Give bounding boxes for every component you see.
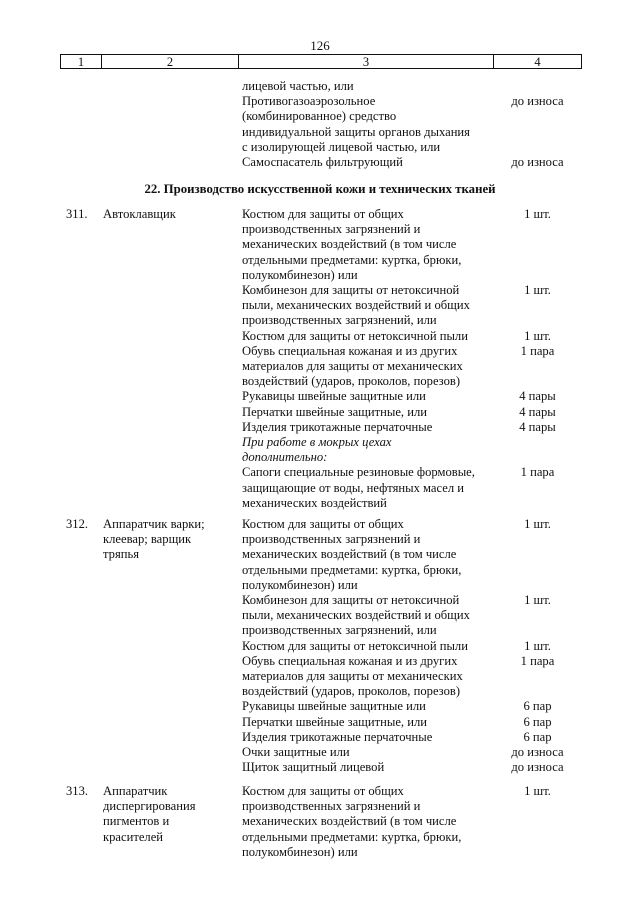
profession-line: клеевар; варщик: [103, 532, 192, 547]
profession-line: Аппаратчик варки;: [103, 517, 205, 531]
item-text-line: Очки защитные или: [242, 745, 350, 760]
item-text-line: Обувь специальная кожаная и из других: [242, 653, 458, 668]
item-row: [242, 760, 575, 775]
item-text-line: полукомбинезон) или: [242, 577, 358, 592]
item-text-line: Костюм для защиты от общих: [242, 784, 404, 798]
item-quantity: 4 пары: [519, 404, 556, 419]
profession-name: [103, 784, 238, 845]
item-text-line: отдельными предметами: куртка, брюки,: [242, 252, 462, 267]
item-text-line: Сапоги специальные резиновые формовые,: [242, 465, 475, 480]
item-text: [242, 745, 500, 760]
item-text-line: Комбинезон для защиты от нетоксичной: [242, 283, 460, 298]
item-text: [242, 329, 500, 344]
item-text: [242, 435, 500, 465]
item-quantity: до износа: [511, 155, 564, 170]
item-text: [242, 760, 500, 775]
item-row: [242, 344, 575, 390]
item-text-line: Костюм для защиты от нетоксичной пыли: [242, 328, 468, 343]
item-quantity: [500, 435, 575, 465]
item-text-line: Самоспасатель фильтрующий: [242, 155, 403, 170]
item-text-line: Комбинезон для защиты от нетоксичной: [242, 593, 460, 608]
entry-number: 311.: [66, 207, 88, 221]
item-text: [242, 155, 500, 170]
profession-line: красителей: [103, 829, 164, 844]
item-text-line: механических воздействий (в том числе: [242, 814, 457, 829]
item-quantity: 1 шт.: [524, 784, 551, 798]
column-header-3: 3: [239, 55, 494, 68]
item-text-line: механических воздействий (в том числе: [242, 547, 457, 562]
item-quantity: 1 пара: [520, 465, 555, 480]
item-text-line: отдельными предметами: куртка, брюки,: [242, 562, 462, 577]
item-row: [242, 730, 575, 745]
item-text-line: пыли, механических воздействий и общих: [242, 608, 470, 623]
item-quantity: до износа: [511, 745, 564, 760]
item-text-line: Костюм для защиты от общих: [242, 207, 404, 221]
profession-name: [103, 517, 238, 563]
item-text-line: индивидуальной защиты органов дыхания: [242, 124, 470, 139]
item-text: [242, 654, 500, 700]
item-text: [242, 79, 500, 94]
item-text: [242, 94, 500, 155]
profession-line: тряпья: [103, 547, 140, 562]
item-text: [242, 593, 500, 639]
item-row: [242, 715, 575, 730]
item-quantity: 6 пар: [523, 714, 552, 729]
item-row: [242, 207, 575, 283]
item-quantity: 1 пара: [520, 343, 555, 358]
item-text: [242, 639, 500, 654]
item-row: [242, 94, 575, 155]
item-text: [242, 420, 500, 435]
item-row: [242, 155, 575, 170]
item-quantity: 1 шт.: [524, 638, 551, 653]
item-quantity: 1 шт.: [524, 517, 551, 531]
item-text-line: воздействий (ударов, проколов, порезов): [242, 374, 461, 389]
continuation-items: [242, 79, 575, 170]
item-text: [242, 784, 500, 860]
column-header-4: 4: [534, 55, 541, 69]
item-row: [242, 593, 575, 639]
item-text-line: Костюм для защиты от общих: [242, 517, 404, 531]
item-text-line: материалов для защиты от механических: [242, 359, 463, 374]
item-text-line: с изолирующей лицевой частью, или: [242, 139, 441, 154]
item-text: [242, 405, 500, 420]
ppe-items: [242, 207, 575, 511]
item-text-line: производственных загрязнений и: [242, 222, 421, 237]
item-row: [242, 389, 575, 404]
item-quantity: 1 шт.: [524, 593, 551, 608]
item-text-line: полукомбинезон) или: [242, 267, 358, 282]
item-row: [242, 329, 575, 344]
item-text-line: отдельными предметами: куртка, брюки,: [242, 829, 462, 844]
item-row: [242, 745, 575, 760]
item-row: [242, 639, 575, 654]
item-text-line: производственных загрязнений и: [242, 532, 421, 547]
item-text-line: Рукавицы швейные защитные или: [242, 389, 426, 404]
item-text-line: механических воздействий: [242, 495, 387, 510]
item-quantity: 1 шт.: [524, 207, 551, 221]
item-text-line: материалов для защиты от механических: [242, 669, 463, 684]
item-text: [242, 699, 500, 714]
item-text-line: Рукавицы швейные защитные или: [242, 699, 426, 714]
item-row: [242, 699, 575, 714]
item-text-line: Щиток защитный лицевой: [242, 760, 385, 775]
column-header-1: 1: [61, 55, 102, 68]
profession-line: пигментов и: [103, 814, 170, 829]
item-text-line: Костюм для защиты от нетоксичной пыли: [242, 638, 468, 653]
item-row: [242, 517, 575, 593]
item-quantity: до износа: [511, 760, 564, 775]
item-row: [242, 405, 575, 420]
item-row: [242, 420, 575, 435]
item-text-line: Обувь специальная кожаная и из других: [242, 343, 458, 358]
item-quantity: 6 пар: [523, 699, 552, 714]
entry-number: 313.: [66, 784, 89, 798]
profession-line: Автоклавщик: [103, 207, 176, 221]
ppe-items: [242, 784, 575, 860]
item-row: [242, 654, 575, 700]
column-header-2: 2: [102, 55, 239, 68]
profession-line: Аппаратчик: [103, 784, 168, 798]
item-text-line: Перчатки швейные защитные, или: [242, 714, 427, 729]
item-text-line: Противогазоаэрозольное: [242, 94, 376, 109]
profession-name: [103, 207, 238, 222]
item-quantity: 6 пар: [523, 729, 552, 744]
item-text-line: пыли, механических воздействий и общих: [242, 298, 470, 313]
item-quantity: 1 шт.: [524, 283, 551, 298]
item-text-line: воздействий (ударов, проколов, порезов): [242, 684, 461, 699]
ppe-items: [242, 517, 575, 775]
item-text-line: лицевой частью, или: [242, 79, 354, 93]
item-text: [242, 389, 500, 404]
item-text-line: Изделия трикотажные перчаточные: [242, 419, 433, 434]
item-text-line: При работе в мокрых цехах: [242, 435, 392, 450]
item-row: [242, 283, 575, 329]
item-text-line: производственных загрязнений, или: [242, 623, 437, 638]
item-text-line: полукомбинезон) или: [242, 844, 358, 859]
item-row: [242, 435, 575, 465]
column-header-row: [60, 54, 582, 69]
item-text-line: Перчатки швейные защитные, или: [242, 404, 427, 419]
profession-line: диспергирования: [103, 799, 196, 814]
item-text: [242, 715, 500, 730]
item-text-line: производственных загрязнений и: [242, 799, 421, 814]
item-text-line: производственных загрязнений, или: [242, 313, 437, 328]
page-number: 126: [310, 38, 330, 53]
item-row: [242, 465, 575, 511]
item-quantity: [500, 79, 575, 94]
item-text: [242, 730, 500, 745]
item-text-line: Изделия трикотажные перчаточные: [242, 729, 433, 744]
item-row: [242, 784, 575, 860]
item-text-line: дополнительно:: [242, 450, 328, 465]
item-quantity: до износа: [511, 94, 564, 109]
item-text-line: защищающие от воды, нефтяных масел и: [242, 480, 465, 495]
item-text: [242, 283, 500, 329]
item-quantity: 1 пара: [520, 653, 555, 668]
item-text-line: механических воздействий (в том числе: [242, 237, 457, 252]
item-text-line: (комбинированное) средство: [242, 109, 397, 124]
entry-number: 312.: [66, 517, 89, 531]
item-row: [242, 79, 575, 94]
item-quantity: 1 шт.: [524, 328, 551, 343]
item-text: [242, 465, 500, 511]
item-text: [242, 517, 500, 593]
item-quantity: 4 пары: [519, 389, 556, 404]
section-title: 22. Производство искусственной кожи и технических тканей: [144, 182, 496, 196]
item-text: [242, 344, 500, 390]
item-quantity: 4 пары: [519, 419, 556, 434]
item-text: [242, 207, 500, 283]
